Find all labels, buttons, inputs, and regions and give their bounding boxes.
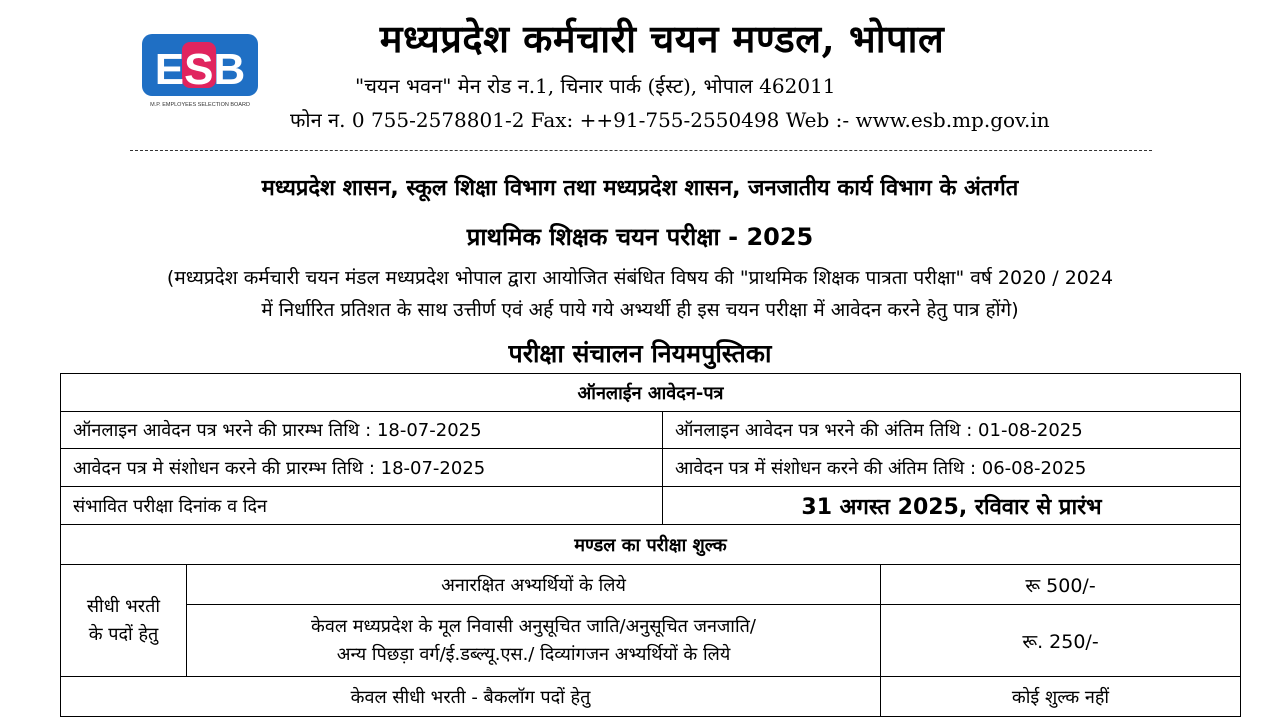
organization-address: "चयन भवन" मेन रोड न.1, चिनार पार्क (ईस्ट), भोपाल 462011 [355, 74, 836, 98]
direct-recruitment-line1: सीधी भरती [86, 595, 161, 617]
eligibility-note-line2: में निर्धारित प्रतिशत के साथ उत्तीर्ण एवं अर्ह पाये गये अभ्यर्थी ही इस चयन परीक्षा में आवेदन करने हेतु पात्र होंगे) [261, 299, 1019, 321]
application-start-date: ऑनलाइन आवेदन पत्र भरने की प्रारम्भ तिथि : 18-07-2025 [61, 412, 663, 449]
schedule-table [60, 373, 1241, 717]
reserved-category-line2: अन्य पिछड़ा वर्ग/ई.डब्ल्यू.एस./ दिव्यांगजन अभ्यर्थियों के लिये [336, 643, 731, 665]
table-row [61, 449, 1241, 487]
exam-date-label: संभावित परीक्षा दिनांक व दिन [61, 487, 663, 525]
direct-recruitment-label [61, 565, 187, 677]
table-row [61, 677, 1241, 717]
notice-heading-line2: प्राथमिक शिक्षक चयन परीक्षा - 2025 [466, 223, 814, 251]
exam-date-value: 31 अगस्त 2025, रविवार से प्रारंभ [663, 487, 1241, 525]
section-exam-fee: मण्डल का परीक्षा शुल्क [61, 525, 1241, 565]
reserved-fee: रू. 250/- [881, 605, 1241, 677]
logo-caption: M.P. EMPLOYEES SELECTION BOARD [150, 102, 250, 108]
logo-text: ESB [154, 45, 246, 94]
table-row [61, 487, 1241, 525]
organization-contact: फोन न. 0 755-2578801-2 Fax: ++91-755-2550498 Web :- www.esb.mp.gov.in [290, 108, 1050, 132]
table-row [61, 412, 1241, 449]
notice-heading-line1: मध्यप्रदेश शासन, स्कूल शिक्षा विभाग तथा मध्यप्रदेश शासन, जनजातीय कार्य विभाग के अंतर्गत [261, 176, 1019, 201]
backlog-fee: कोई शुल्क नहीं [881, 677, 1241, 717]
organization-title: मध्यप्रदेश कर्मचारी चयन मण्डल, भोपाल [379, 16, 945, 61]
correction-start-date: आवेदन पत्र मे संशोधन करने की प्रारम्भ तिथि : 18-07-2025 [61, 449, 663, 487]
application-end-date: ऑनलाइन आवेदन पत्र भरने की अंतिम तिथि : 01-08-2025 [663, 412, 1241, 449]
eligibility-note-line1: (मध्यप्रदेश कर्मचारी चयन मंडल मध्यप्रदेश भोपाल द्वारा आयोजित संबंधित विषय की "प्राथमिक शिक्षक पात्रता परीक्षा" वर्ष 2020 / 2024 [166, 267, 1114, 289]
table-row [61, 565, 1241, 605]
reserved-category [187, 605, 881, 677]
table-row [61, 605, 1241, 677]
correction-end-date: आवेदन पत्र में संशोधन करने की अंतिम तिथि : 06-08-2025 [663, 449, 1241, 487]
direct-recruitment-line2: के पदों हेतु [88, 623, 159, 645]
reserved-category-line1: केवल मध्यप्रदेश के मूल निवासी अनुसूचित जाति/अनुसूचित जनजाति/ [311, 615, 756, 637]
section-online-application: ऑनलाईन आवेदन-पत्र [61, 374, 1241, 412]
rulebook-heading: परीक्षा संचालन नियमपुस्तिका [508, 339, 772, 368]
unreserved-fee: रू 500/- [881, 565, 1241, 605]
unreserved-category: अनारक्षित अभ्यर्थियों के लिये [187, 565, 881, 605]
table-row [61, 525, 1241, 565]
separator-line [130, 150, 1152, 151]
table-row [61, 374, 1241, 412]
backlog-category: केवल सीधी भरती - बैकलॉग पदों हेतु [61, 677, 881, 717]
